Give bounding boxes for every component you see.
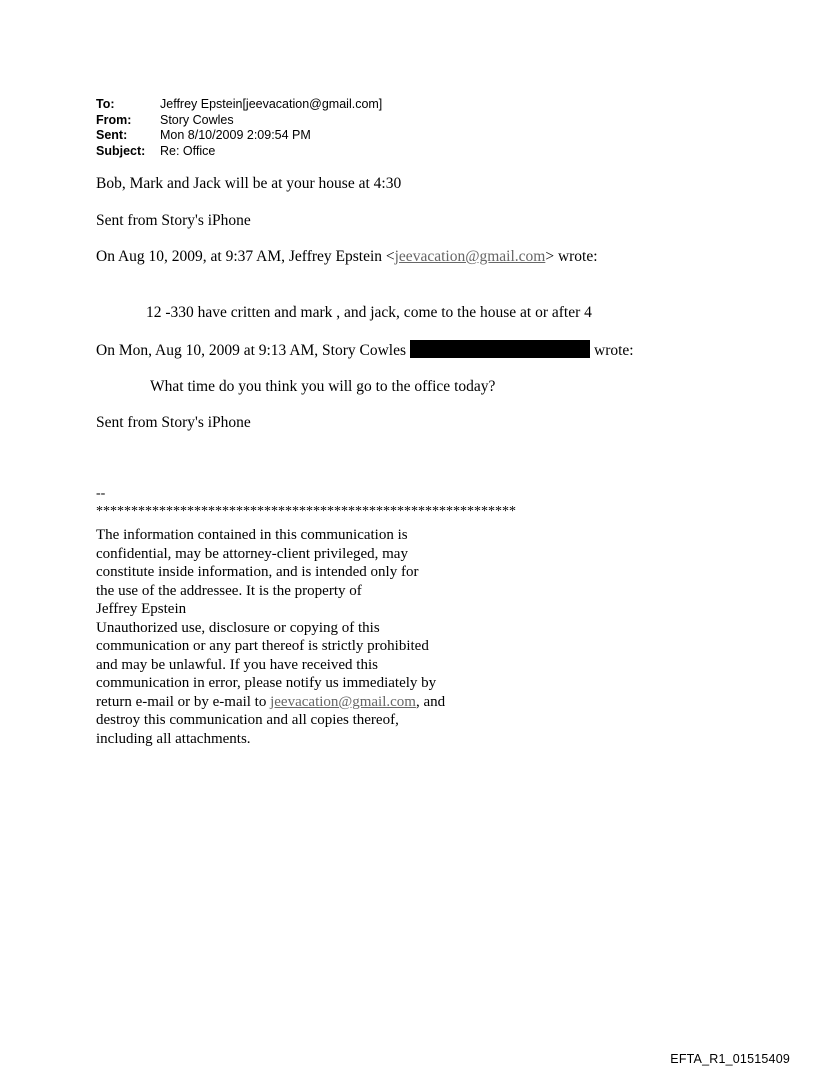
disclaimer-line: the use of the addressee. It is the property of bbox=[96, 582, 362, 599]
email-header bbox=[96, 97, 382, 159]
disclaimer-line: communication in error, please notify us immediately by bbox=[96, 675, 437, 691]
signature-1: Sent from Story's iPhone bbox=[96, 212, 251, 229]
disclaimer-line: constitute inside information, and is intended only for bbox=[96, 564, 419, 580]
disclaimer-line: destroy this communication and all copies thereof, bbox=[96, 712, 399, 728]
disclaimer-line: Unauthorized use, disclosure or copying of this bbox=[96, 619, 380, 636]
quote-header-1-suffix: > wrote: bbox=[545, 248, 598, 265]
disclaimer-line: and may be unlawful. If you have received this bbox=[96, 656, 378, 673]
disclaimer-line: Jeffrey Epstein bbox=[96, 601, 187, 617]
to-value: Jeffrey Epstein[jeevacation@gmail.com] bbox=[160, 97, 383, 111]
quote-header-1 bbox=[96, 247, 598, 266]
to-label: To: bbox=[96, 97, 115, 111]
separator-dashes: -- bbox=[96, 486, 106, 501]
disclaimer-email-suffix: , and bbox=[415, 693, 446, 710]
subject-value: Re: Office bbox=[160, 143, 216, 158]
sent-value: Mon 8/10/2009 2:09:54 PM bbox=[160, 128, 311, 142]
quote-header-1-prefix: On Aug 10, 2009, at 9:37 AM, Jeffrey Epstein < bbox=[96, 248, 395, 265]
subject-label: Subject: bbox=[96, 143, 146, 158]
document-id: EFTA_R1_01515409 bbox=[670, 1052, 790, 1066]
disclaimer-line: confidential, may be attorney-client privileged, may bbox=[96, 545, 408, 562]
subject-row bbox=[96, 144, 382, 160]
disclaimer-line-with-email bbox=[96, 693, 496, 712]
quote-header-1-email-link[interactable]: jeevacation@gmail.com bbox=[394, 248, 546, 265]
quoted-question: What time do you think you will go to the office today? bbox=[150, 378, 496, 395]
to-row bbox=[96, 97, 382, 113]
from-value: Story Cowles bbox=[160, 112, 234, 127]
quote-header-2-prefix: On Mon, Aug 10, 2009 at 9:13 AM, Story Cowles bbox=[96, 342, 407, 359]
from-row bbox=[96, 113, 382, 129]
disclaimer-email-prefix: return e-mail or by e-mail to bbox=[96, 693, 271, 710]
confidentiality-disclaimer bbox=[96, 526, 496, 748]
from-label: From: bbox=[96, 112, 132, 127]
disclaimer-email-link[interactable]: jeevacation@gmail.com bbox=[270, 693, 416, 710]
disclaimer-line: communication or any part thereof is strictly prohibited bbox=[96, 638, 429, 654]
quote-header-2 bbox=[96, 340, 634, 360]
disclaimer-line: including all attachments. bbox=[96, 730, 251, 747]
quoted-message: 12 -330 have critten and mark , and jack, come to the house at or after 4 bbox=[146, 304, 592, 321]
quote-header-2-suffix: wrote: bbox=[594, 342, 634, 359]
sent-row bbox=[96, 128, 382, 144]
sent-label: Sent: bbox=[96, 128, 128, 142]
body-line-1: Bob, Mark and Jack will be at your house at 4:30 bbox=[96, 175, 402, 192]
redaction-bar bbox=[410, 340, 590, 358]
separator-stars: ************************************************************ bbox=[96, 504, 516, 519]
disclaimer-line: The information contained in this communication is bbox=[96, 527, 408, 543]
signature-2: Sent from Story's iPhone bbox=[96, 414, 251, 431]
